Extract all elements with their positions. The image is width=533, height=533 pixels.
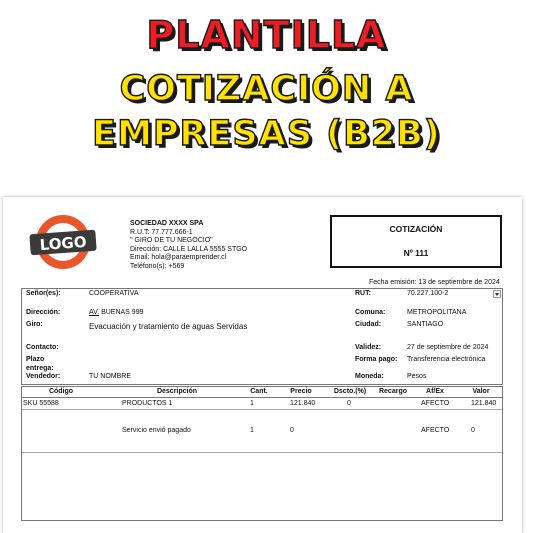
headline-plantilla: PLANTILLA xyxy=(146,13,387,57)
col-descripcion: Descripción xyxy=(156,388,198,395)
company-rut: R.U.T: 77.777.666-1 xyxy=(130,228,193,236)
moneda-label: Moneda: xyxy=(355,373,384,380)
giro-value: Evacuación y tratamiento de aguas Servidas xyxy=(89,322,248,331)
row1-cant: 1 xyxy=(250,400,254,407)
row2-afex: AFECTO xyxy=(421,427,450,434)
company-info xyxy=(130,220,247,272)
forma-pago-label: Forma pago: xyxy=(355,356,398,363)
col-cant: Cant. xyxy=(250,388,268,395)
rut-value: 70.227.100-2 xyxy=(407,290,449,297)
quote-number-box xyxy=(330,215,502,268)
headline-empresas: EMPRESAS (B2B) xyxy=(92,114,441,154)
direccion-label: Dirección: xyxy=(26,309,61,316)
col-afex: Af/Ex xyxy=(426,388,444,395)
row-divider xyxy=(22,452,502,453)
company-logo xyxy=(27,213,103,271)
client-details xyxy=(21,288,503,385)
items-table xyxy=(21,386,503,521)
company-email: Email: hola@paraemprender.cl xyxy=(130,254,227,262)
ciudad-value: SANTIAGO xyxy=(407,321,444,328)
vendedor-value: TU NOMBRE xyxy=(89,373,131,380)
row1-valor: 121.840 xyxy=(471,400,497,407)
company-phone: Teléfono(s): +569 xyxy=(130,262,185,270)
logo-text: LOGO xyxy=(39,232,88,255)
direccion-prefix: AV. xyxy=(89,309,100,316)
row1-codigo: SKU 55588 xyxy=(23,400,59,407)
senor-label: Señor(es): xyxy=(26,290,61,297)
comuna-value: METROPOLITANA xyxy=(407,309,467,316)
company-address: Dirección: CALLE LALLA 5555 STGO xyxy=(130,245,248,253)
row1-precio: 121.840 xyxy=(290,400,316,407)
col-precio: Precio xyxy=(290,388,312,395)
row2-descripcion: Servicio envió pagado xyxy=(122,427,191,434)
row2-cant: 1 xyxy=(250,427,254,434)
direccion-street: BUENAS 999 xyxy=(99,309,144,316)
ciudad-label: Ciudad: xyxy=(355,321,382,328)
col-codigo: Código xyxy=(48,388,74,395)
row-divider xyxy=(22,409,502,410)
quote-title: COTIZACIÓN xyxy=(389,224,443,234)
company-giro: " GIRO DE TU NEGOCIO" xyxy=(130,237,213,245)
senor-value: COOPERATIVA xyxy=(89,290,139,297)
validez-label: Validez: xyxy=(355,344,382,351)
row1-descripcion: PRODUCTOS 1 xyxy=(122,400,173,407)
rut-label: RUT: xyxy=(355,290,371,297)
validez-value: 27 de septiembre de 2024 xyxy=(407,344,489,351)
vendedor-label: Vendedor: xyxy=(26,373,61,380)
forma-pago-value: Transferencia electrónica xyxy=(407,356,486,363)
col-recargo: Recargo xyxy=(378,388,407,395)
direccion-value xyxy=(89,309,143,316)
row2-precio: 0 xyxy=(290,427,294,434)
quote-document xyxy=(3,197,522,533)
issue-date: Fecha emisión: 13 de septiembre de 2024 xyxy=(369,279,500,286)
giro-label: Giro: xyxy=(26,321,43,328)
col-valor: Valor xyxy=(472,388,490,395)
contacto-label: Contacto: xyxy=(26,344,59,351)
company-name: SOCIEDAD XXXX SPA xyxy=(130,220,204,227)
plazo-label: Plazo entrega: xyxy=(26,356,54,372)
items-table-header xyxy=(22,387,502,398)
row2-valor: 0 xyxy=(471,427,475,434)
comuna-label: Comuna: xyxy=(355,309,386,316)
client-dropdown-button[interactable] xyxy=(493,290,501,298)
row1-afex: AFECTO xyxy=(421,400,450,407)
moneda-value: Pesos xyxy=(407,373,427,380)
col-dscto: Dscto.(%) xyxy=(333,388,367,395)
headline-cotizacion: COTIZACIÓN A xyxy=(119,69,414,109)
row1-dscto: 0 xyxy=(347,400,351,407)
quote-number: Nº 111 xyxy=(403,248,429,258)
